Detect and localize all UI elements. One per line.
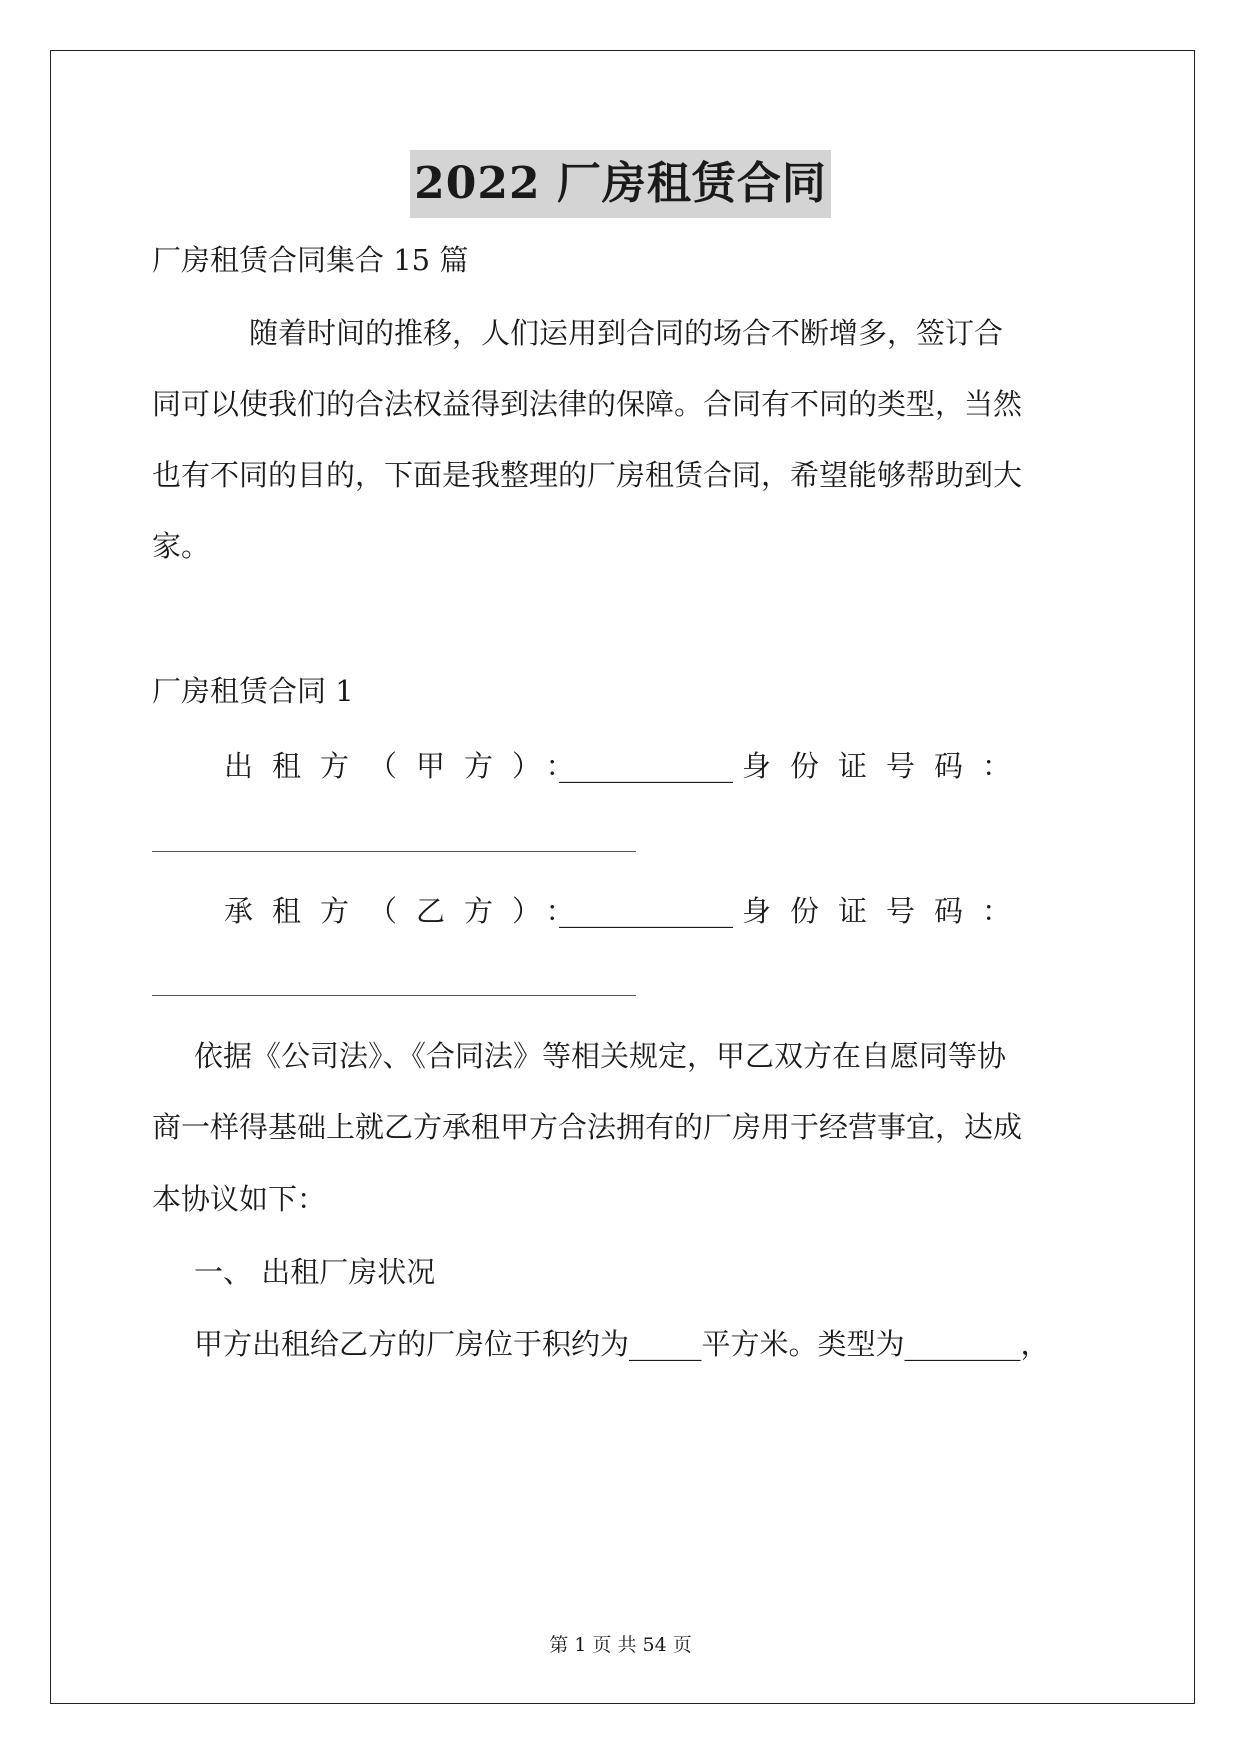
section-heading: 厂房租赁合同 1 <box>152 674 354 708</box>
party-b-blank: ____________ <box>559 894 733 928</box>
subtitle: 厂房租赁合同集合 15 篇 <box>152 243 469 277</box>
party-a-blank: ____________ <box>559 749 733 783</box>
party-a-id-blank-line <box>152 851 636 852</box>
document-title: 2022 厂房租赁合同 <box>410 150 831 218</box>
intro-line-4: 家。 <box>152 529 211 563</box>
intro-line-1: 随着时间的推移，人们运用到合同的场合不断增多，签订合 <box>249 316 1004 350</box>
page-footer: 第 1 页 共 54 页 <box>549 1634 692 1656</box>
basis-line-2: 商一样得基础上就乙方承租甲方合法拥有的厂房用于经营事宜，达成 <box>152 1110 1023 1144</box>
intro-line-2: 同可以使我们的合法权益得到法律的保障。合同有不同的类型，当然 <box>152 387 1023 421</box>
party-b-id-label: 身份证号码： <box>742 894 1031 928</box>
party-a-label: 出租方（甲方）： <box>224 749 594 783</box>
clause-1-text: 甲方出租给乙方的厂房位于积约为_____平方米。类型为________， <box>194 1327 1050 1361</box>
page-border <box>50 50 1195 1704</box>
intro-line-3: 也有不同的目的，下面是我整理的厂房租赁合同，希望能够帮助到大 <box>152 458 1023 492</box>
clause-1-heading: 一、 出租厂房状况 <box>194 1255 436 1289</box>
basis-line-3: 本协议如下： <box>152 1182 327 1216</box>
party-b-id-blank-line <box>152 995 636 996</box>
party-a-id-label: 身份证号码： <box>742 749 1031 783</box>
document-title-wrapper <box>0 150 1241 218</box>
party-b-label: 承租方（乙方）： <box>224 894 594 928</box>
basis-line-1: 依据《公司法》、《合同法》等相关规定，甲乙双方在自愿同等协 <box>194 1039 1007 1073</box>
